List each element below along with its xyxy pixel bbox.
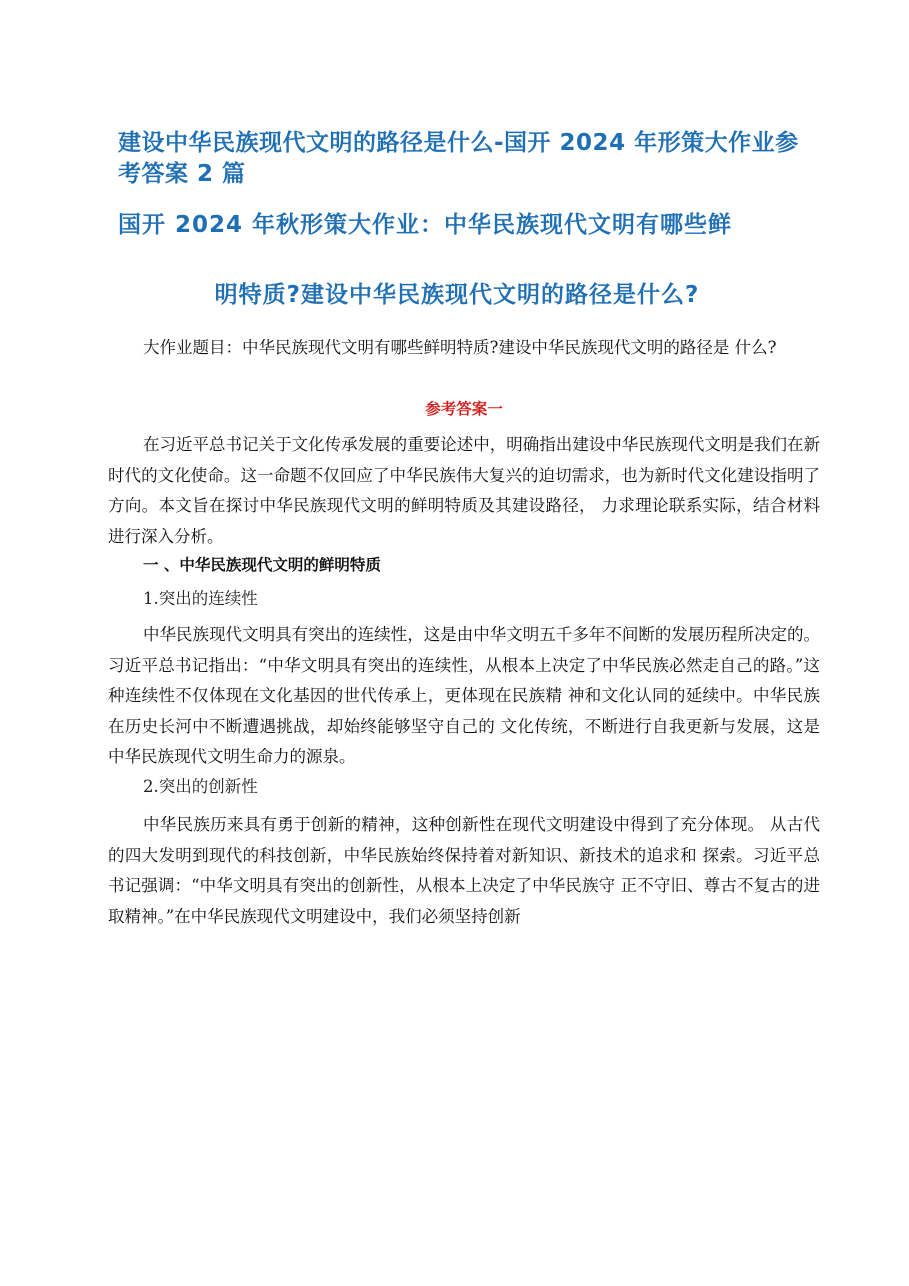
section-heading: 一 、中华民族现代文明的鲜明特质 [143,556,381,574]
subsection-heading-2: 2.突出的创新性 [143,777,258,796]
question-block [108,334,820,362]
intro-paragraph: 在习近平总书记关于文化传承发展的重要论述中，明确指出建设中华民族现代文明是我们在新时代的文化使命。这一命题不仅回应了中华民族伟大复兴的迫切需求，也为新时代文化建设指明了方向。本文旨在探讨中华民族现代文明的鲜明特质及其建设路径， 力求理论联系实际，结合材料进行深入分析。 [108,435,820,546]
subsection-2-block [108,810,820,932]
subsection-heading-1: 1.突出的连续性 [143,589,258,608]
document-subtitle [118,205,818,315]
subtitle-line-1: 国开 2024 年秋形策大作业：中华民族现代文明有哪些鲜 [118,212,733,238]
subsection-2-paragraph: 中华民族历来具有勇于创新的精神，这种创新性在现代文明建设中得到了充分体现。 从古代的四大发明到现代的科技创新，中华民族始终保持着对新知识、新技术的追求和 探索。习近平总书记强调：“中华文明具有突出的创新性，从根本上决定了中华民族守 正不守旧、尊古不复古的进取精神。”在中华民族现代文明建设中，我们必须坚持创新 [108,815,820,926]
subsection-1-paragraph: 中华民族现代文明具有突出的连续性，这是由中华文明五千多年不间断的发展历程所决定的。习近平总书记指出：“中华文明具有突出的连续性，从根本上决定了中华民族必然走自己的路。”这种连续性不仅体现在文化基因的世代传承上，更体现在民族精 神和文化认同的延续中。中华民族在历史长河中不断遭遇挑战，却始终能够坚守自己的 文化传统，不断进行自我更新与发展，这是中华民族现代文明生命力的源泉。 [108,625,820,766]
intro-block [108,430,820,552]
document-title: 建设中华民族现代文明的路径是什么-国开 2024 年形策大作业参考答案 2 篇 [118,130,799,187]
answer-heading: 参考答案一 [425,400,503,418]
subtitle-line-2: 明特质?建设中华民族现代文明的路径是什么? [214,282,700,308]
subsection-1-block [108,620,820,773]
question-text: 大作业题目：中华民族现代文明有哪些鲜明特质?建设中华民族现代文明的路径是 什么? [143,338,777,357]
